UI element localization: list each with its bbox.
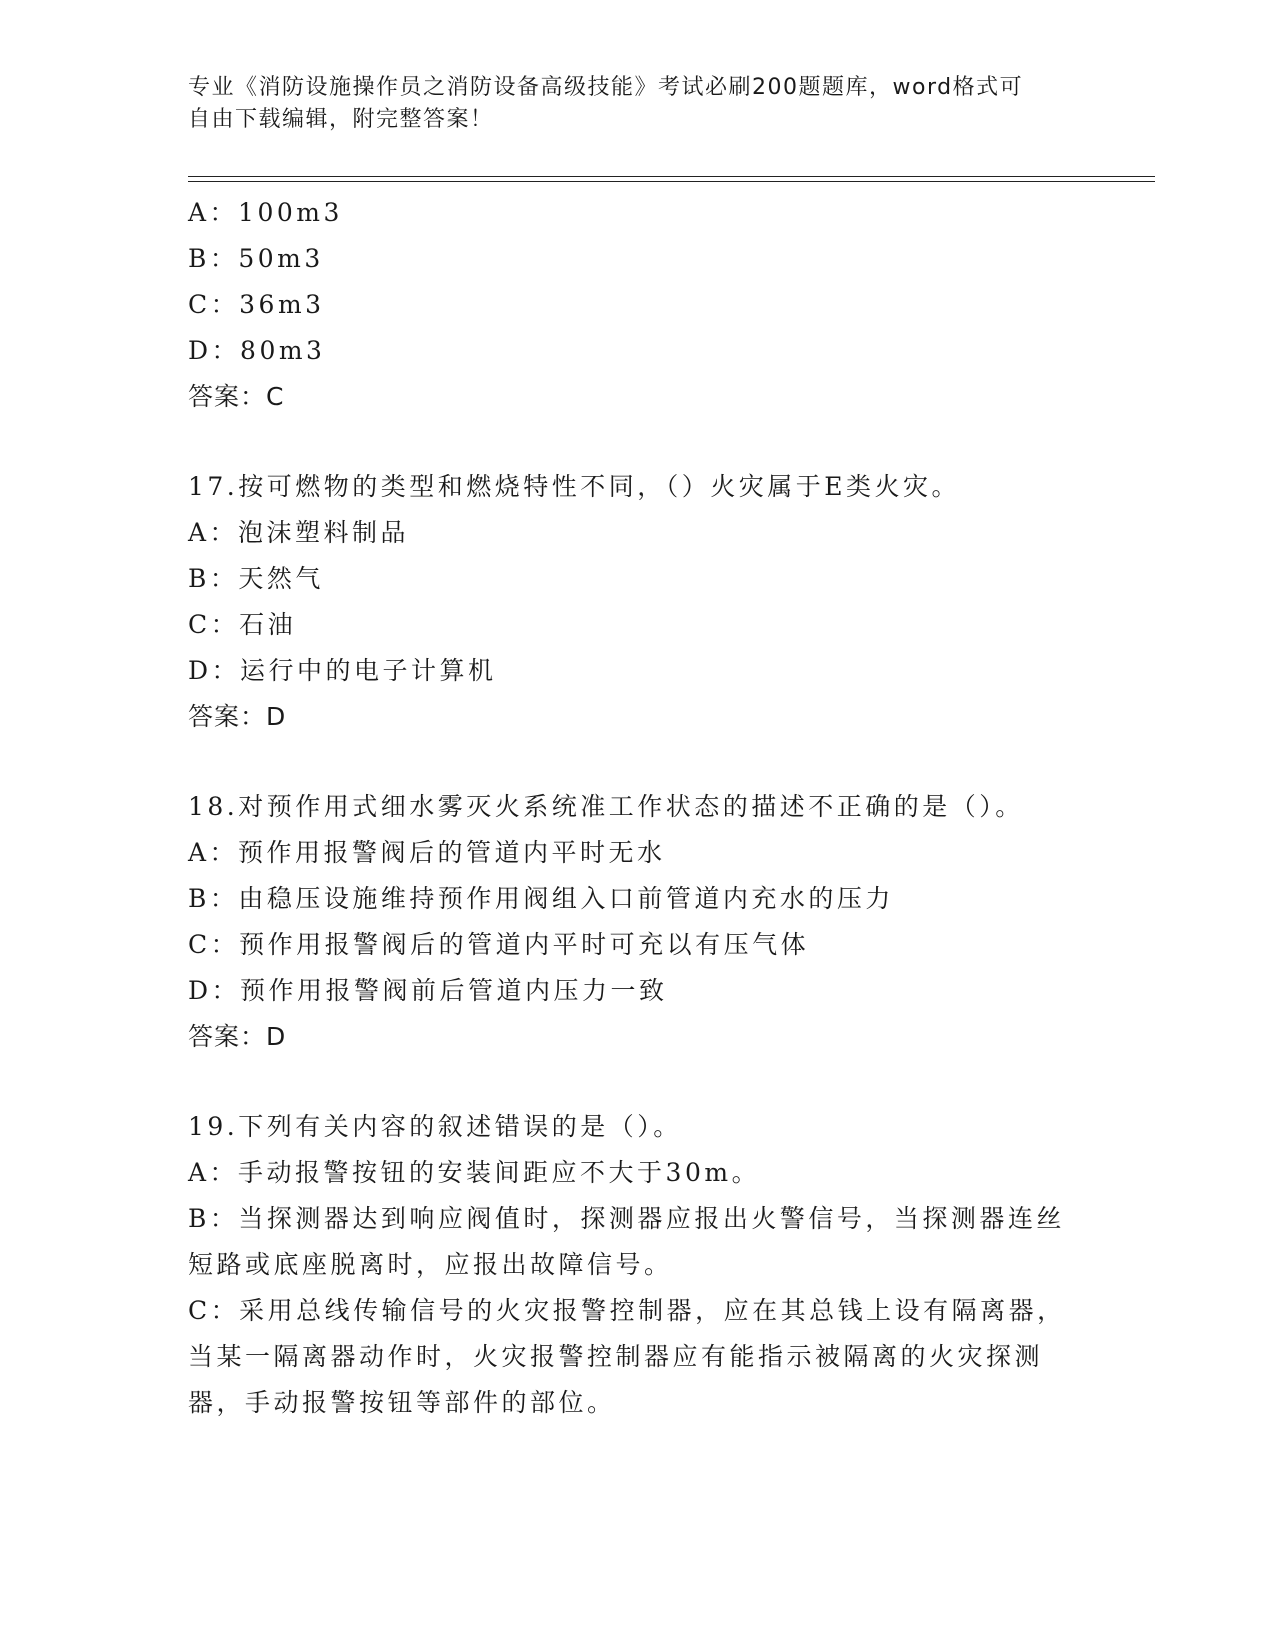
option-c: C：预作用报警阀后的管道内平时可充以有压气体 xyxy=(188,930,810,959)
question-text: 17.按可燃物的类型和燃烧特性不同，（）火灾属于E类火灾。 xyxy=(188,472,961,501)
header-line-2: 自由下载编辑，附完整答案！ xyxy=(188,107,494,132)
option-b: B：天然气 xyxy=(188,564,324,593)
answer: 答案：C xyxy=(188,382,285,411)
option-d: D：预作用报警阀前后管道内压力一致 xyxy=(188,976,668,1005)
option-b: B：由稳压设施维持预作用阀组入口前管道内充水的压力 xyxy=(188,884,894,913)
option-b: B：50m3 xyxy=(188,244,324,273)
option-a: A：泡沫塑料制品 xyxy=(188,518,410,547)
spacer xyxy=(188,740,1088,784)
answer: 答案：D xyxy=(188,702,287,731)
option-b: B：当探测器达到响应阀值时，探测器应报出火警信号，当探测器连丝短路或底座脱离时，应报出故障信号。 xyxy=(188,1204,1065,1279)
spacer xyxy=(188,1060,1088,1104)
question-text: 19.下列有关内容的叙述错误的是（）。 xyxy=(188,1112,682,1141)
question-text: 18.对预作用式细水雾灭火系统准工作状态的描述不正确的是（）。 xyxy=(188,792,1024,821)
option-c: C：采用总线传输信号的火灾报警控制器，应在其总钱上设有隔离器，当某一隔离器动作时，火灾报警控制器应有能指示被隔离的火灾探测器，手动报警按钮等部件的部位。 xyxy=(188,1296,1066,1417)
option-a: A：预作用报警阀后的管道内平时无水 xyxy=(188,838,666,867)
answer: 答案：D xyxy=(188,1022,287,1051)
option-c: C：石油 xyxy=(188,610,297,639)
document-header xyxy=(188,72,1078,136)
question-19 xyxy=(188,1104,1088,1426)
option-a: A：100m3 xyxy=(188,198,343,227)
question-17 xyxy=(188,464,1088,740)
question-18 xyxy=(188,784,1088,1060)
option-d: D：运行中的电子计算机 xyxy=(188,656,497,685)
header-divider-top xyxy=(188,176,1155,177)
spacer xyxy=(188,420,1088,464)
option-c: C：36m3 xyxy=(188,290,325,319)
question-list xyxy=(188,190,1088,1426)
header-divider-bottom xyxy=(188,181,1155,182)
question-16 xyxy=(188,190,1088,420)
option-d: D：80m3 xyxy=(188,336,326,365)
header-line-1: 专业《消防设施操作员之消防设备高级技能》考试必刷200题题库，word格式可 xyxy=(188,75,1024,100)
option-a: A：手动报警按钮的安装间距应不大于30m。 xyxy=(188,1158,761,1187)
